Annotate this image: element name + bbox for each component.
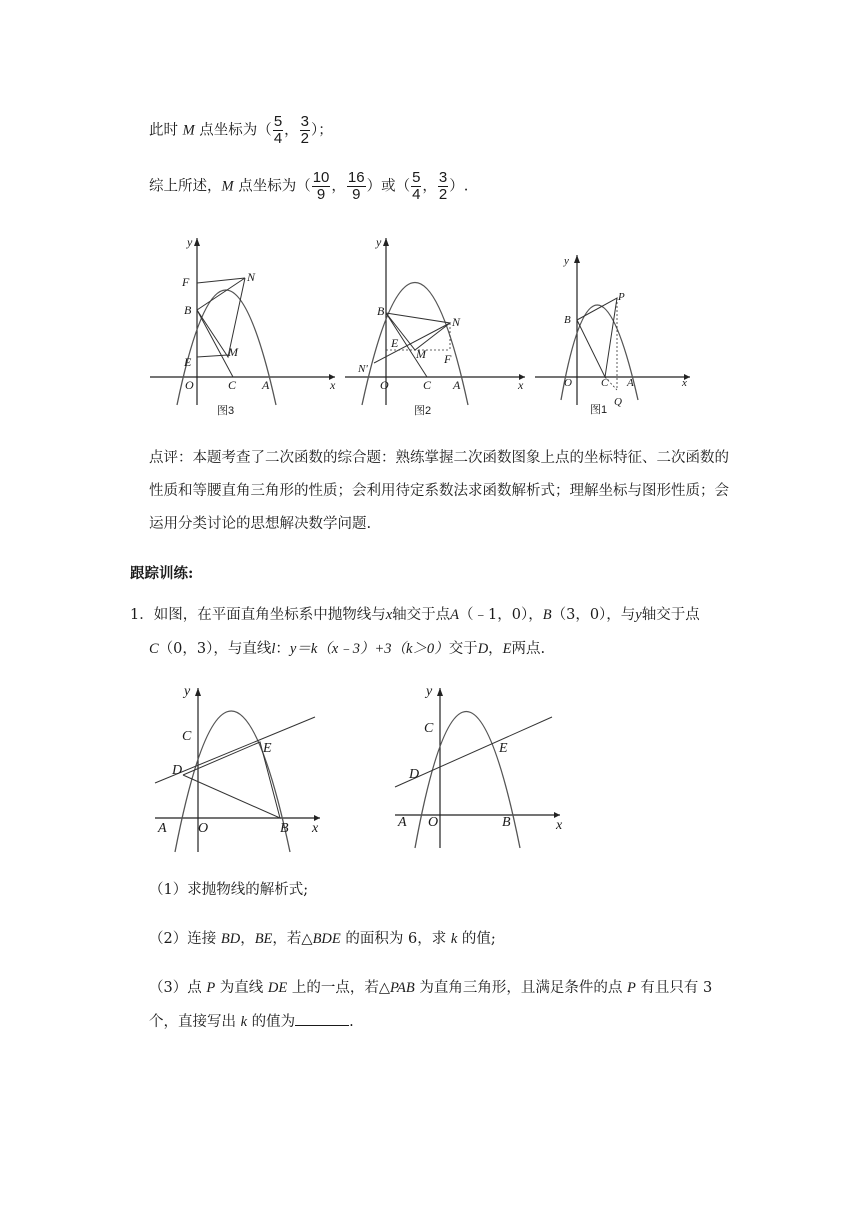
- var-p: P: [206, 980, 216, 996]
- question-figure-left: [150, 680, 330, 855]
- segment-em: [197, 355, 228, 357]
- label-d: D: [409, 767, 420, 782]
- text: 的面积为 6，求: [340, 931, 451, 947]
- y-arrow-icon: [437, 688, 443, 696]
- text: 为直角三角形，且满足条件的点: [414, 980, 627, 996]
- label-e: E: [184, 355, 192, 369]
- var-m: M: [221, 178, 234, 195]
- comma: ，: [422, 178, 437, 195]
- label-c: C: [228, 378, 237, 392]
- text: ，: [488, 641, 503, 657]
- text: ）或（: [366, 178, 411, 195]
- var-x: x: [385, 607, 393, 623]
- label-c: C: [601, 377, 609, 389]
- label-x: x: [556, 818, 563, 833]
- fraction: [300, 114, 310, 147]
- figure-3: [140, 230, 340, 420]
- caption-fig3: 图3: [217, 405, 235, 417]
- subquestion-3: [149, 971, 734, 1039]
- label-a: A: [262, 378, 270, 392]
- label-e: E: [263, 741, 272, 756]
- var-a: A: [450, 607, 460, 623]
- text: ）.: [449, 178, 469, 195]
- denominator: 4: [412, 186, 421, 203]
- text: 点坐标为（: [194, 122, 272, 139]
- label-n: N: [452, 315, 461, 329]
- fraction: [411, 170, 421, 203]
- label-a: A: [158, 821, 167, 836]
- numerator: 10: [312, 169, 330, 186]
- label-y: y: [426, 684, 433, 699]
- text: 此时: [149, 122, 183, 139]
- label-f: F: [444, 352, 452, 366]
- var-p: P: [626, 980, 636, 996]
- fraction: [438, 170, 448, 203]
- label-o: O: [380, 378, 389, 392]
- label-b: B: [502, 815, 511, 830]
- question-1: [130, 598, 734, 666]
- var-c: C: [149, 641, 159, 657]
- text: 轴交于点: [641, 607, 700, 623]
- fraction: [273, 114, 283, 147]
- text: （3）点: [149, 980, 207, 996]
- label-n: N: [247, 270, 256, 284]
- label-x: x: [518, 378, 524, 392]
- comma: ，: [331, 178, 346, 195]
- denominator: 9: [352, 186, 361, 203]
- var-y: y: [635, 607, 642, 623]
- var-e: E: [502, 641, 512, 657]
- var-de: DE: [267, 980, 288, 996]
- denominator: 2: [438, 186, 448, 203]
- label-e: E: [499, 741, 508, 756]
- y-arrow-icon: [383, 238, 389, 246]
- text: （0，3），与直线: [158, 641, 272, 657]
- text: ：: [275, 641, 290, 657]
- text: 综上所述，: [149, 178, 222, 195]
- text: 交于: [448, 641, 478, 657]
- label-c: C: [424, 721, 434, 736]
- label-y: y: [184, 684, 191, 699]
- label-b: B: [377, 304, 385, 318]
- y-arrow-icon: [574, 255, 580, 263]
- text: 轴交于点: [392, 607, 451, 623]
- figure-1: [535, 250, 695, 420]
- caption-fig2: 图2: [414, 405, 432, 417]
- subquestion-2: [149, 922, 734, 956]
- y-arrow-icon: [195, 688, 201, 696]
- label-o: O: [185, 378, 194, 392]
- label-q: Q: [614, 396, 622, 408]
- label-c: C: [423, 378, 432, 392]
- label-f: F: [182, 275, 190, 289]
- text: （3，0），与: [551, 607, 636, 623]
- figure-2: [340, 230, 540, 420]
- text: （﹣1，0），: [459, 607, 543, 623]
- label-n-prime: N': [358, 363, 368, 375]
- y-arrow-icon: [194, 238, 200, 246]
- text: 两点.: [511, 641, 546, 657]
- summary-line: [149, 170, 468, 203]
- label-c: C: [182, 729, 192, 744]
- label-x: x: [330, 378, 336, 392]
- fraction: [312, 170, 331, 203]
- var: BE: [254, 931, 273, 947]
- caption-fig1: 图1: [590, 404, 608, 416]
- comma: ，: [284, 122, 299, 139]
- segments: [577, 298, 617, 377]
- label-a: A: [453, 378, 461, 392]
- segment-n-prime: [374, 323, 450, 363]
- label-m: M: [228, 345, 238, 359]
- label-x: x: [312, 821, 319, 836]
- text: 如图，在平面直角坐标系中抛物线与: [153, 607, 386, 623]
- parabola: [175, 711, 290, 852]
- numerator: 3: [438, 169, 448, 186]
- var: BDE: [312, 931, 341, 947]
- label-b: B: [564, 314, 571, 326]
- label-p: P: [618, 291, 625, 303]
- label-e: E: [391, 336, 399, 350]
- label-o: O: [198, 821, 209, 836]
- var-d: D: [477, 641, 489, 657]
- var-m: M: [182, 122, 195, 139]
- subquestion-1: （1）求抛物线的解析式;: [149, 882, 309, 898]
- var: BD: [220, 931, 241, 947]
- text: ，若△: [272, 931, 313, 947]
- label-b: B: [280, 821, 289, 836]
- label-a: A: [398, 815, 407, 830]
- label-y: y: [376, 235, 382, 249]
- denominator: 9: [316, 186, 326, 203]
- numerator: 3: [300, 113, 309, 130]
- text: 为直线: [215, 980, 268, 996]
- comment-paragraph: 点评：本题考查了二次函数的综合题：熟练掌握二次函数图象上点的坐标特征、二次函数的性质和等腰直角三角形的性质；会利用待定系数法求函数解析式；理解坐标与图形性质；会运用分类讨论的思想解决数学问题.: [149, 450, 729, 532]
- text: 的值为: [247, 1014, 296, 1030]
- var-pab: PAB: [390, 980, 415, 996]
- label-d: D: [172, 763, 183, 778]
- label-y: y: [187, 235, 193, 249]
- text: ，: [240, 931, 255, 947]
- text: 有且只有 3 个，直接写出: [149, 980, 713, 1030]
- label-o: O: [564, 377, 572, 389]
- m-coordinate-line: [149, 114, 333, 147]
- training-heading: 跟踪训练:: [130, 565, 194, 582]
- var-b: B: [542, 607, 552, 623]
- text: 的值;: [457, 931, 496, 947]
- text: ）；: [311, 122, 333, 139]
- segment-bc: [197, 310, 233, 377]
- text: （2）连接: [149, 931, 221, 947]
- var-k: k: [450, 931, 458, 947]
- numerator: 5: [412, 169, 421, 186]
- label-a: A: [627, 377, 634, 389]
- answer-blank[interactable]: [295, 1011, 349, 1026]
- numerator: 5: [273, 113, 283, 130]
- equation: y＝k（x﹣3）+3（k＞0）: [289, 641, 449, 657]
- fraction: [347, 170, 366, 203]
- label-x: x: [682, 377, 687, 389]
- numerator: 16: [347, 169, 365, 186]
- label-b: B: [184, 303, 192, 317]
- label-y: y: [564, 255, 569, 267]
- denominator: 2: [300, 130, 309, 147]
- var-l: l: [271, 641, 276, 657]
- label-m: M: [416, 347, 426, 361]
- text: 点坐标为（: [233, 178, 311, 195]
- denominator: 4: [273, 130, 283, 147]
- var-k: k: [240, 1014, 248, 1030]
- question-number: 1．: [130, 607, 154, 623]
- label-o: O: [428, 815, 439, 830]
- text: 上的一点，若△: [287, 980, 391, 996]
- question-figure-right: [390, 680, 570, 855]
- text: .: [349, 1014, 354, 1030]
